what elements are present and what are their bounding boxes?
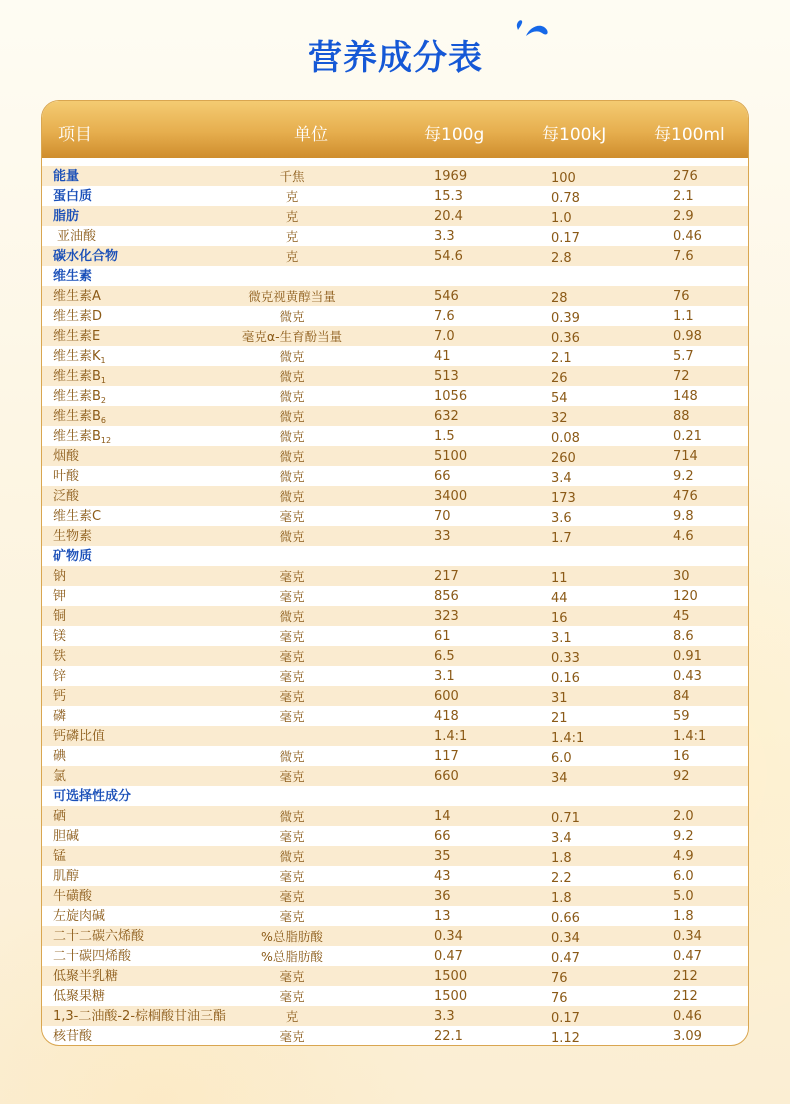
nutrient-unit: 微克 [279,469,305,484]
value-per-100ml: 212 [673,969,698,984]
value-per-100kj: 0.33 [551,651,580,666]
table-row [42,886,748,906]
value-per-100g: 660 [434,769,459,784]
nutrient-name-text: 维生素D [53,309,103,324]
nutrient-name-text: 胆碱 [53,829,80,844]
nutrition-table [41,100,749,1046]
value-per-100ml: 9.8 [673,509,694,524]
value-per-100ml: 0.46 [673,229,702,244]
value-per-100g: 70 [434,509,451,524]
value-per-100g: 117 [434,749,459,764]
nutrient-name-text: 维生素B [53,369,101,384]
value-per-100kj: 3.6 [551,511,572,526]
table-row [42,366,748,386]
value-per-100kj: 173 [551,491,576,506]
value-per-100ml: 59 [673,709,690,724]
value-per-100kj: 0.71 [551,811,580,826]
value-per-100g: 66 [434,829,451,844]
value-per-100g: 546 [434,289,459,304]
value-per-100g: 0.47 [434,949,463,964]
value-per-100ml: 0.21 [673,429,702,444]
nutrient-unit: 微克 [279,449,305,464]
table-row [42,786,748,806]
value-per-100g: 15.3 [434,189,463,204]
nutrient-unit: 微克 [279,489,305,504]
nutrient-name [53,1027,92,1046]
nutrient-unit: 毫克 [279,669,305,684]
table-row [42,206,748,226]
nutrient-name-text: 锌 [53,669,67,684]
nutrient-name-text: 维生素 [53,269,93,284]
value-per-100ml: 2.0 [673,809,694,824]
value-per-100g: 5100 [434,449,468,464]
nutrient-name-text: 低聚半乳糖 [53,969,119,984]
value-per-100g: 3400 [434,489,468,504]
nutrient-name-text: 二十二碳六烯酸 [53,929,145,944]
value-per-100g: 54.6 [434,249,463,264]
value-per-100kj: 2.1 [551,351,572,366]
nutrient-unit: 克 [285,209,299,224]
table-row [42,226,748,246]
value-per-100kj: 54 [551,391,568,406]
value-per-100kj: 260 [551,451,576,466]
value-per-100ml: 476 [673,489,698,504]
table-row [42,506,748,526]
value-per-100g: 61 [434,629,451,644]
nutrient-name-text: 泛酸 [53,489,80,504]
nutrient-name-text: 维生素A [53,289,101,304]
value-per-100kj: 28 [551,291,568,306]
nutrient-unit: 微克 [279,809,305,824]
table-row [42,986,748,1006]
table-row [42,326,748,346]
value-per-100g: 418 [434,709,459,724]
nutrient-unit: 毫克 [279,969,305,984]
table-row [42,286,748,306]
table-row [42,666,748,686]
nutrient-name-text: 亚油酸 [57,229,97,244]
table-row [42,1006,748,1026]
value-per-100ml: 9.2 [673,469,694,484]
nutrient-unit: 毫克 [279,769,305,784]
nutrient-name-text: 维生素C [53,509,102,524]
nutrient-unit: 微克 [279,609,305,624]
value-per-100ml: 0.43 [673,669,702,684]
nutrient-unit: 毫克 [279,649,305,664]
value-per-100kj: 3.4 [551,831,572,846]
nutrient-name-text: 核苷酸 [53,1029,93,1044]
value-per-100g: 632 [434,409,459,424]
value-per-100kj: 16 [551,611,568,626]
nutrient-name-text: 肌醇 [53,869,80,884]
value-per-100kj: 1.8 [551,891,572,906]
value-per-100ml: 4.9 [673,849,694,864]
value-per-100g: 323 [434,609,459,624]
value-per-100g: 1500 [434,969,468,984]
value-per-100ml: 1.8 [673,909,694,924]
value-per-100g: 36 [434,889,451,904]
value-per-100kj: 0.16 [551,671,580,686]
table-row [42,626,748,646]
nutrient-name-text: 碳水化合物 [53,249,119,264]
table-row [42,466,748,486]
value-per-100kj: 76 [551,971,568,986]
value-per-100ml: 45 [673,609,690,624]
nutrient-subscript: 12 [100,436,112,445]
value-per-100kj: 0.78 [551,191,580,206]
value-per-100ml: 92 [673,769,690,784]
table-row [42,266,748,286]
nutrient-name-text: 二十碳四烯酸 [53,949,132,964]
nutrient-unit: 微克 [279,749,305,764]
value-per-100ml: 2.1 [673,189,694,204]
value-per-100ml: 7.6 [673,249,694,264]
table-row [42,526,748,546]
table-row [42,346,748,366]
value-per-100g: 7.6 [434,309,455,324]
column-header-per-100ml: 每100ml [654,125,725,145]
value-per-100ml: 88 [673,409,690,424]
table-row [42,186,748,206]
nutrient-name-text: 钾 [53,589,67,604]
table-row [42,246,748,266]
nutrient-unit: 微克 [279,369,305,384]
value-per-100ml: 84 [673,689,690,704]
table-row [42,646,748,666]
nutrient-name-text: 铁 [53,649,67,664]
title-area [0,0,790,100]
value-per-100kj: 1.4:1 [551,731,585,746]
table-row [42,586,748,606]
value-per-100g: 66 [434,469,451,484]
value-per-100g: 43 [434,869,451,884]
nutrient-unit: 毫克 [279,829,305,844]
value-per-100g: 856 [434,589,459,604]
value-per-100g: 3.3 [434,229,455,244]
value-per-100ml: 0.98 [673,329,702,344]
value-per-100g: 7.0 [434,329,455,344]
nutrient-name-text: 叶酸 [53,469,80,484]
value-per-100kj: 0.08 [551,431,580,446]
nutrient-unit: 微克 [279,849,305,864]
column-header-per-100kj: 每100kJ [542,125,607,145]
table-row [42,946,748,966]
nutrient-name-text: 钙 [53,689,67,704]
value-per-100kj: 76 [551,991,568,1006]
value-per-100g: 13 [434,909,451,924]
nutrient-name-text: 蛋白质 [53,189,93,204]
value-per-100ml: 714 [673,449,698,464]
nutrient-name-text: 能量 [53,169,80,184]
nutrient-unit: 克 [285,249,299,264]
value-per-100g: 35 [434,849,451,864]
nutrient-name-text: 维生素B [53,409,101,424]
value-per-100ml: 0.91 [673,649,702,664]
nutrient-subscript: 6 [100,416,107,425]
value-per-100g: 22.1 [434,1029,463,1044]
nutrient-name-text: 烟酸 [53,449,80,464]
table-row [42,566,748,586]
table-header [42,101,748,158]
value-per-100g: 1969 [434,169,468,184]
value-per-100kj: 31 [551,691,568,706]
nutrient-name-text: 钙磷比值 [53,729,106,744]
value-per-100kj: 0.66 [551,911,580,926]
value-per-100kj: 21 [551,711,568,726]
value-per-100ml: 5.7 [673,349,694,364]
value-per-100g: 14 [434,809,451,824]
value-per-100ml: 120 [673,589,698,604]
nutrient-name-text: 镁 [53,629,67,644]
value-per-100g: 41 [434,349,451,364]
value-per-100ml: 72 [673,369,690,384]
column-header-per-100g: 每100g [424,125,485,145]
table-row [42,686,748,706]
value-per-100kj: 44 [551,591,568,606]
nutrient-name-text: 氯 [53,769,67,784]
value-per-100ml: 9.2 [673,829,694,844]
table-row [42,706,748,726]
nutrient-unit: 克 [285,229,299,244]
nutrient-unit: 微克 [279,389,305,404]
nutrient-name-text: 维生素B [53,429,101,444]
nutrient-unit: 千焦 [279,169,305,184]
value-per-100kj: 0.34 [551,931,580,946]
table-row [42,446,748,466]
value-per-100ml: 148 [673,389,698,404]
table-row [42,926,748,946]
value-per-100ml: 0.46 [673,1009,702,1024]
nutrient-unit: 微克 [279,349,305,364]
value-per-100kj: 3.1 [551,631,572,646]
value-per-100g: 0.34 [434,929,463,944]
table-row [42,1026,748,1046]
nutrient-name-text: 锰 [53,849,67,864]
value-per-100kj: 1.12 [551,1031,580,1046]
value-per-100ml: 1.1 [673,309,694,324]
value-per-100ml: 0.47 [673,949,702,964]
nutrient-name-text: 维生素E [53,329,101,344]
nutrient-subscript: 1 [100,356,106,365]
nutrient-name-text: 牛磺酸 [53,889,93,904]
nutrient-unit: 克 [285,1009,299,1024]
nutrient-name-text: 低聚果糖 [53,989,106,1004]
nutrient-name-text: 维生素B [53,389,101,404]
nutrient-unit: 微克 [279,309,305,324]
nutrient-unit: 毫克 [279,1029,305,1044]
value-per-100g: 1.5 [434,429,455,444]
nutrient-unit: 毫克 [279,889,305,904]
table-row [42,306,748,326]
column-header-unit: 单位 [294,125,328,145]
value-per-100kj: 2.8 [551,251,572,266]
nutrient-unit: 毫克 [279,989,305,1004]
nutrient-name-text: 钠 [53,569,67,584]
value-per-100kj: 0.39 [551,311,580,326]
value-per-100g: 33 [434,529,451,544]
value-per-100ml: 5.0 [673,889,694,904]
nutrient-name-text: 生物素 [53,529,93,544]
value-per-100g: 1.4:1 [434,729,468,744]
value-per-100ml: 76 [673,289,690,304]
nutrient-unit: 微克 [279,429,305,444]
table-row [42,806,748,826]
nutrient-unit: 微克 [279,409,305,424]
table-row [42,766,748,786]
table-row [42,846,748,866]
nutrient-name-text: 铜 [53,609,67,624]
nutrient-unit: 毫克 [279,709,305,724]
nutrient-name-text: 可选择性成分 [53,789,132,804]
value-per-100ml: 2.9 [673,209,694,224]
nutrient-unit: 毫克 [279,909,305,924]
water-splash-icon [514,18,550,44]
nutrient-name-text: 硒 [53,809,67,824]
value-per-100g: 6.5 [434,649,455,664]
nutrient-unit: 微克 [279,529,305,544]
value-per-100kj: 2.2 [551,871,572,886]
table-row [42,486,748,506]
value-per-100ml: 6.0 [673,869,694,884]
table-row [42,406,748,426]
nutrient-unit: 毫克 [279,589,305,604]
nutrient-unit: 微克视黄醇当量 [248,289,336,304]
nutrient-unit: 毫克α-生育酚当量 [241,329,343,344]
table-row [42,866,748,886]
column-header-item: 项目 [58,125,92,145]
value-per-100g: 3.1 [434,669,455,684]
nutrient-name-text: 1,3-二油酸-2-棕榈酸甘油三酯 [53,1009,227,1024]
value-per-100g: 600 [434,689,459,704]
value-per-100ml: 212 [673,989,698,1004]
nutrient-unit: %总脂肪酸 [261,929,323,944]
nutrient-unit: %总脂肪酸 [261,949,323,964]
nutrient-unit: 毫克 [279,869,305,884]
value-per-100kj: 3.4 [551,471,572,486]
value-per-100kj: 26 [551,371,568,386]
value-per-100g: 217 [434,569,459,584]
nutrient-unit: 毫克 [279,629,305,644]
table-row [42,386,748,406]
value-per-100ml: 3.09 [673,1029,702,1044]
value-per-100ml: 16 [673,749,690,764]
value-per-100kj: 0.36 [551,331,580,346]
nutrient-unit: 克 [285,189,299,204]
value-per-100kj: 32 [551,411,568,426]
table-row [42,166,748,186]
value-per-100ml: 1.4:1 [673,729,707,744]
nutrient-unit: 毫克 [279,689,305,704]
value-per-100g: 1056 [434,389,468,404]
nutrient-name-text: 碘 [53,749,67,764]
value-per-100kj: 34 [551,771,568,786]
nutrient-name-text: 左旋肉碱 [53,909,106,924]
value-per-100kj: 0.17 [551,231,580,246]
value-per-100kj: 0.17 [551,1011,580,1026]
nutrient-name-text: 磷 [53,709,67,724]
value-per-100ml: 30 [673,569,690,584]
table-row [42,906,748,926]
value-per-100ml: 276 [673,169,698,184]
value-per-100ml: 0.34 [673,929,702,944]
nutrient-subscript: 1 [100,376,107,385]
value-per-100kj: 1.7 [551,531,572,546]
table-row [42,826,748,846]
value-per-100kj: 1.0 [551,211,572,226]
table-body [42,158,748,1046]
table-row [42,546,748,566]
nutrient-unit: 毫克 [279,569,305,584]
value-per-100ml: 4.6 [673,529,694,544]
page-title: 营养成分表 [308,38,483,78]
nutrient-subscript: 2 [100,396,107,405]
value-per-100kj: 0.47 [551,951,580,966]
value-per-100g: 513 [434,369,459,384]
value-per-100kj: 100 [551,171,576,186]
value-per-100g: 1500 [434,989,468,1004]
value-per-100kj: 11 [551,571,568,586]
nutrient-name-text: 脂肪 [53,209,80,224]
value-per-100kj: 1.8 [551,851,572,866]
table-row [42,606,748,626]
value-per-100ml: 8.6 [673,629,694,644]
table-row [42,426,748,446]
value-per-100g: 3.3 [434,1009,455,1024]
nutrient-name-text: 矿物质 [53,549,93,564]
value-per-100kj: 6.0 [551,751,572,766]
table-row [42,746,748,766]
nutrient-unit: 毫克 [279,509,305,524]
table-row [42,726,748,746]
table-row [42,966,748,986]
value-per-100g: 20.4 [434,209,463,224]
nutrient-name-text: 维生素K [53,349,101,364]
